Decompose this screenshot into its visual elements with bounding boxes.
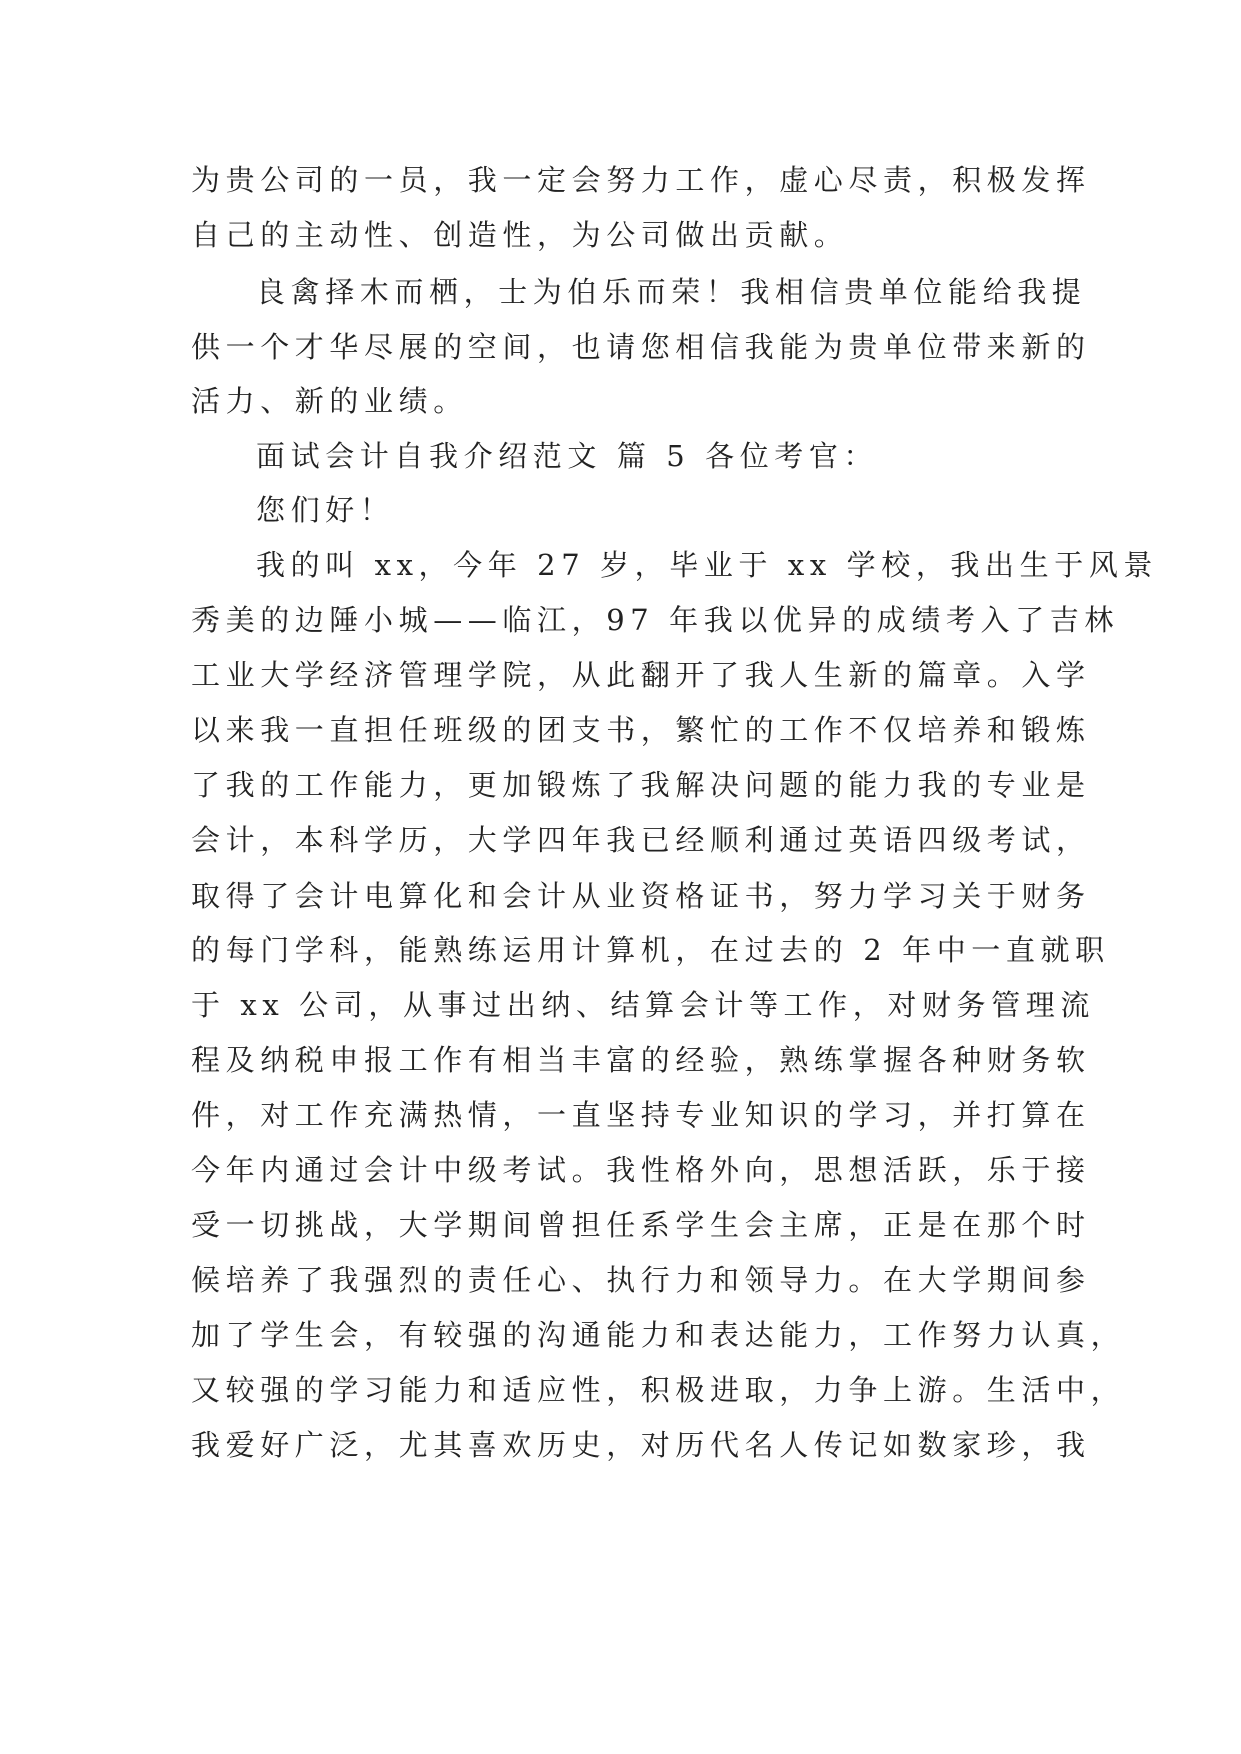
text-line: 取得了会计电算化和会计从业资格证书，努力学习关于财务 — [191, 879, 1091, 913]
text-line: 以来我一直担任班级的团支书，繁忙的工作不仅培养和锻炼 — [191, 713, 1091, 747]
text-line: 我的叫 xx，今年 27 岁，毕业于 xx 学校，我出生于风景 — [256, 548, 1159, 582]
text-line: 今年内通过会计中级考试。我性格外向，思想活跃，乐于接 — [191, 1153, 1091, 1187]
text-line: 会计，本科学历，大学四年我已经顺利通过英语四级考试， — [191, 823, 1091, 857]
text-line: 活力、新的业绩。 — [191, 384, 468, 418]
text-line: 秀美的边陲小城——临江，97 年我以优异的成绩考入了吉林 — [191, 603, 1119, 637]
text-line: 供一个才华尽展的空间，也请您相信我能为贵单位带来新的 — [191, 330, 1091, 364]
text-line: 加了学生会，有较强的沟通能力和表达能力，工作努力认真， — [191, 1318, 1126, 1352]
text-line: 的每门学科，能熟练运用计算机，在过去的 2 年中一直就职 — [191, 933, 1110, 967]
text-line: 候培养了我强烈的责任心、执行力和领导力。在大学期间参 — [191, 1263, 1091, 1297]
text-line: 良禽择木而栖，士为伯乐而荣！我相信贵单位能给我提 — [256, 275, 1087, 309]
text-line: 件，对工作充满热情，一直坚持专业知识的学习，并打算在 — [191, 1098, 1091, 1132]
text-line: 我爱好广泛，尤其喜欢历史，对历代名人传记如数家珍，我 — [191, 1428, 1091, 1462]
text-line: 为贵公司的一员，我一定会努力工作，虚心尽责，积极发挥 — [191, 163, 1091, 197]
section-heading: 面试会计自我介绍范文 篇 5 各位考官： — [256, 439, 879, 473]
text-line: 了我的工作能力，更加锻炼了我解决问题的能力我的专业是 — [191, 768, 1091, 802]
text-line: 于 xx 公司，从事过出纳、结算会计等工作，对财务管理流 — [191, 988, 1095, 1022]
text-line: 又较强的学习能力和适应性，积极进取，力争上游。生活中， — [191, 1373, 1126, 1407]
text-line: 受一切挑战，大学期间曾担任系学生会主席，正是在那个时 — [191, 1208, 1091, 1242]
greeting-line: 您们好！ — [256, 493, 395, 527]
text-line: 工业大学经济管理学院，从此翻开了我人生新的篇章。入学 — [191, 658, 1091, 692]
text-line: 自己的主动性、创造性，为公司做出贡献。 — [191, 218, 849, 252]
text-line: 程及纳税申报工作有相当丰富的经验，熟练掌握各种财务软 — [191, 1043, 1091, 1077]
